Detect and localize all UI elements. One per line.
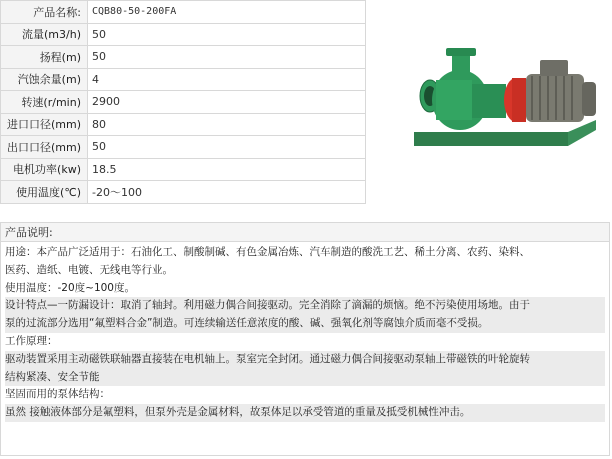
spec-label: 电机功率(kw) (1, 158, 88, 181)
spec-value: 50 (88, 46, 366, 69)
spec-row-outlet (1, 136, 366, 159)
desc-line: 泵的过流部分选用“氟塑料合金”制造。可连续输送任意浓度的酸、碱、强氧化剂等腐蚀介质而毫不受损。 (5, 315, 605, 333)
spec-row-flow (1, 23, 366, 46)
desc-line: 驱动装置采用主动磁铁联轴器直接装在电机轴上。泵室完全封闭。通过磁力偶合间接驱动泵轴上带磁铁的叶轮旋转 (5, 351, 605, 369)
pump-photo (408, 40, 604, 176)
spec-value: CQB80-50-200FA (88, 1, 366, 24)
spec-value: 4 (88, 68, 366, 91)
desc-line: 医药、造纸、电镀、无线电等行业。 (5, 263, 173, 276)
spec-row-npsh (1, 68, 366, 91)
spec-value: 18.5 (88, 158, 366, 181)
spec-label: 转速(r/min) (1, 91, 88, 114)
spec-value: 2900 (88, 91, 366, 114)
desc-line: 虽然 接触液体部分是氟塑料，但泵外壳是金属材料，故泵体足以承受管道的重量及抵受机械性冲击。 (5, 404, 605, 422)
spec-label: 汽蚀余量(m) (1, 68, 88, 91)
spec-label: 出口口径(mm) (1, 136, 88, 159)
spec-row-power (1, 158, 366, 181)
spec-value: -20～100 (88, 181, 366, 204)
spec-row-speed (1, 91, 366, 114)
spec-label: 流量(m3/h) (1, 23, 88, 46)
desc-line: 工作原理： (5, 334, 58, 347)
spec-value: 50 (88, 23, 366, 46)
desc-line: 设计特点—一防漏设计：取消了轴封。利用磁力偶合间接驱动。完全消除了滴漏的烦恼。绝不污染使用场地。由于 (5, 297, 605, 315)
description-body (0, 242, 610, 456)
spec-value: 80 (88, 113, 366, 136)
spec-label: 扬程(m) (1, 46, 88, 69)
spec-row-head (1, 46, 366, 69)
spec-label: 使用温度(℃) (1, 181, 88, 204)
description-title: 产品说明: (0, 222, 610, 242)
desc-line: 用途：本产品广泛适用于：石油化工、制酸制碱、有色金属冶炼、汽车制造的酸洗工艺、稀土分离、农药、染料、 (5, 246, 530, 258)
spec-row-inlet (1, 113, 366, 136)
spec-label: 产品名称: (1, 1, 88, 24)
spec-row-temp (1, 181, 366, 204)
spec-value: 50 (88, 136, 366, 159)
desc-line: 结构紧凑、安全节能 (5, 369, 605, 387)
spec-table (0, 0, 366, 204)
desc-line: 坚固而用的泵体结构： (5, 388, 110, 401)
spec-row-name (1, 1, 366, 24)
spec-label: 进口口径(mm) (1, 113, 88, 136)
desc-line: 使用温度：-20度~100度。 (5, 281, 135, 294)
